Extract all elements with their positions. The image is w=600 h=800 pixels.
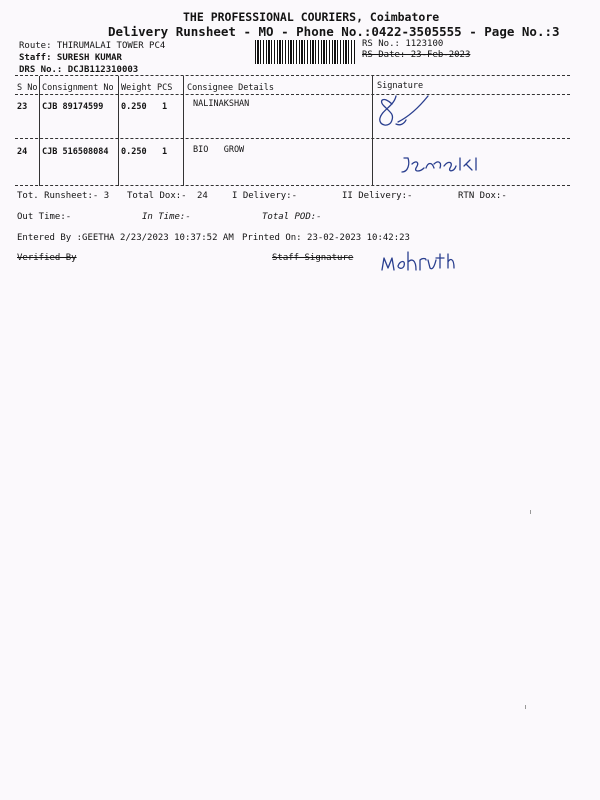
total-dox-value: 24 (197, 191, 208, 201)
staff-signature-label: Staff Signature (272, 253, 354, 263)
header-consignee: Consignee Details (187, 83, 274, 93)
i-delivery: I Delivery:- (232, 191, 298, 201)
runsheet-subtitle: Delivery Runsheet - MO - Phone No.:0422-3505555 - Page No.:3 (108, 24, 560, 39)
row-consignee: NALINAKSHAN (193, 99, 250, 109)
row-weight: 0.250 (121, 102, 147, 112)
row-divider (15, 138, 570, 139)
header-pcs: PCS (157, 83, 173, 93)
header-weight: Weight (121, 83, 152, 93)
header-consignment: Consignment No (42, 83, 114, 93)
tot-runsheet: Tot. Runsheet:- 3 (17, 191, 110, 201)
drs-barcode (255, 40, 355, 64)
ii-delivery: II Delivery:- (342, 191, 413, 201)
row-consignee: BIO GROW (193, 145, 245, 155)
col-divider-3 (183, 76, 184, 186)
row-consignment: CJB 516508084 (42, 147, 109, 157)
route-label: Route: THIRUMALAI TOWER PC4 (19, 41, 166, 51)
row-consignment: CJB 89174599 (42, 102, 104, 112)
table-bottom-rule (15, 185, 570, 186)
row-pcs: 1 (162, 147, 168, 157)
row-weight: 0.250 (121, 147, 147, 157)
signature-row-24 (398, 150, 488, 180)
col-divider-2 (118, 76, 119, 186)
signature-row-23 (370, 88, 440, 138)
table-top-rule (15, 75, 570, 76)
col-divider-1 (39, 76, 40, 186)
header-sno: S No (17, 83, 38, 93)
scan-mark (525, 705, 526, 709)
company-title: THE PROFESSIONAL COURIERS, Coimbatore (183, 10, 440, 24)
total-dox-label: Total Dox:- (127, 191, 187, 201)
in-time: In Time:- (142, 212, 191, 222)
staff-signature (378, 246, 458, 276)
staff-label: Staff: SURESH KUMAR (19, 53, 122, 63)
verified-by: Verified By (17, 253, 77, 263)
row-pcs: 1 (162, 102, 168, 112)
out-time: Out Time:- (17, 212, 72, 222)
total-pod: Total POD:- (262, 212, 322, 222)
rs-date: RS Date: 23-Feb-2023 (362, 50, 471, 60)
row-sno: 24 (17, 147, 28, 157)
printed-on: Printed On: 23-02-2023 10:42:23 (242, 233, 410, 243)
header-signature: Signature (377, 81, 424, 91)
rtn-dox: RTN Dox:- (458, 191, 507, 201)
drs-number: DRS No.: DCJB112310003 (19, 65, 139, 75)
rs-number: RS No.: 1123100 (362, 39, 444, 49)
table-header-rule (15, 94, 570, 95)
entered-by: Entered By :GEETHA 2/23/2023 10:37:52 AM (17, 233, 234, 243)
row-sno: 23 (17, 102, 28, 112)
scan-mark (530, 510, 531, 514)
